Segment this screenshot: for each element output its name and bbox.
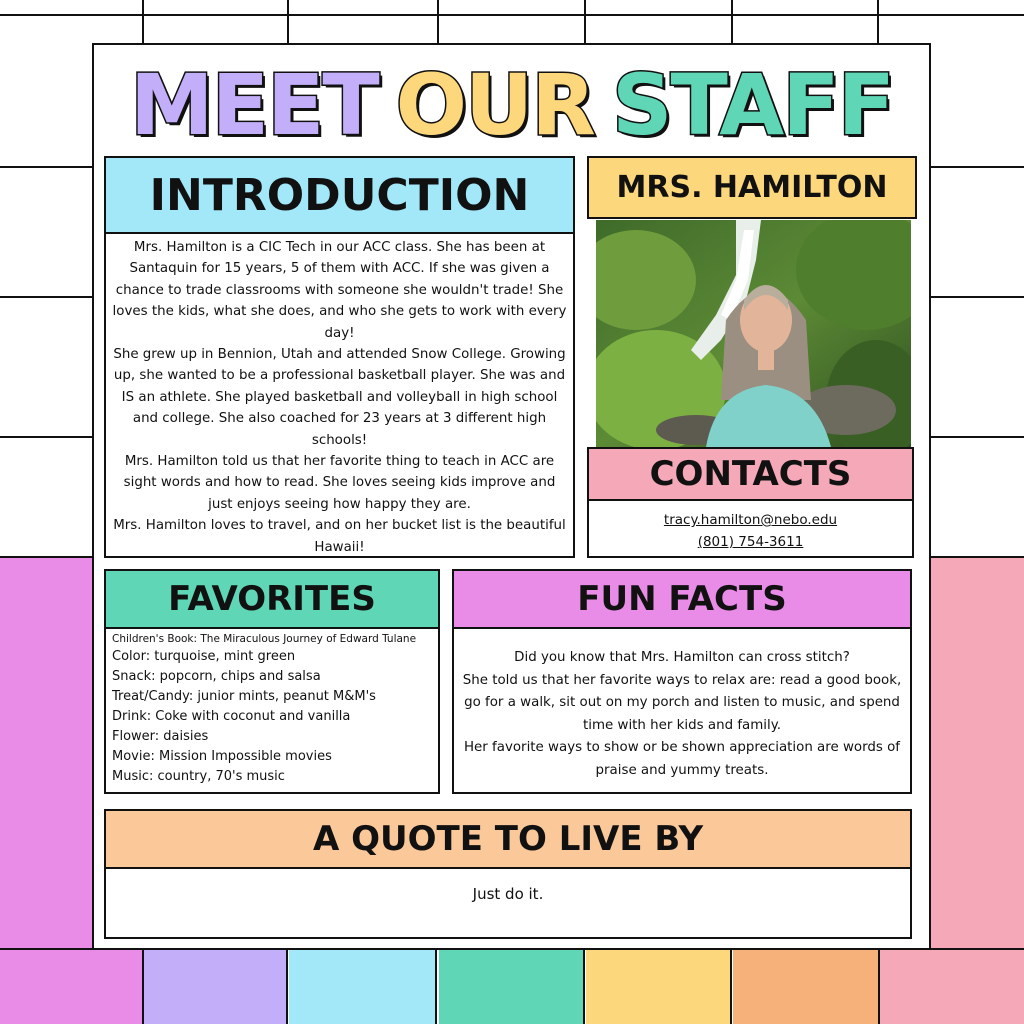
fun-fact-paragraph: She told us that her favorite ways to relax are: read a good book, go for a walk, sit out on my porch and listen to music, and spend time with her kids and family. — [462, 672, 902, 733]
favorite-item: Children's Book: The Miraculous Journey of Edward Tulane — [112, 633, 417, 645]
fun-fact-paragraph: Did you know that Mrs. Hamilton can cross stitch? — [514, 650, 850, 665]
favorites-heading: FAVORITES — [106, 571, 438, 629]
quote-section — [104, 809, 912, 939]
staff-photo — [596, 220, 911, 447]
intro-paragraph: Mrs. Hamilton told us that her favorite thing to teach in ACC are sight words and how to read. She loves seeing kids improve and just enjoys seeing how happy they are. — [123, 454, 556, 512]
favorite-item: Movie: Mission Impossible movies — [112, 749, 332, 764]
phone-link[interactable]: (801) 754-3611 — [697, 534, 804, 550]
staff-name-text: MRS. HAMILTON — [616, 170, 888, 205]
title-word-meet: MEET — [129, 56, 378, 154]
quote-heading: A QUOTE TO LIVE BY — [106, 811, 910, 869]
favorite-item: Drink: Coke with coconut and vanilla — [112, 709, 351, 724]
favorite-item: Treat/Candy: junior mints, peanut M&M's — [112, 689, 376, 704]
fun-facts-heading: FUN FACTS — [454, 571, 910, 629]
fun-facts-section — [452, 569, 912, 794]
favorite-item: Color: turquoise, mint green — [112, 649, 296, 664]
introduction-section — [104, 156, 575, 558]
fun-fact-paragraph: Her favorite ways to show or be shown appreciation are words of praise and yummy treats. — [463, 740, 901, 778]
staff-name-label — [587, 156, 917, 219]
title-word-staff: STAFF — [611, 56, 893, 154]
favorite-item: Music: country, 70's music — [112, 769, 285, 784]
favorite-item: Snack: popcorn, chips and salsa — [112, 669, 321, 684]
email-link[interactable]: tracy.hamilton@nebo.edu — [663, 512, 838, 528]
intro-paragraph: Mrs. Hamilton loves to travel, and on her bucket list is the beautiful Hawaii! — [113, 518, 566, 555]
introduction-heading: INTRODUCTION — [106, 158, 573, 234]
contacts-heading: CONTACTS — [589, 449, 912, 501]
contacts-section — [587, 447, 914, 558]
intro-paragraph: Mrs. Hamilton is a CIC Tech in our ACC class. She has been at Santaquin for 15 years, 5 of them with ACC. If she was given a chance to trade classrooms with someone she wouldn't trade! She loves the kids, what she does, and who she gets to work with every day! — [112, 240, 567, 341]
introduction-text — [106, 234, 573, 561]
favorites-section — [104, 569, 440, 794]
favorite-item: Flower: daisies — [112, 729, 209, 744]
quote-text: Just do it. — [472, 885, 544, 903]
page-title — [94, 55, 929, 155]
staff-sheet — [92, 43, 931, 950]
title-word-our: OUR — [395, 56, 594, 154]
intro-paragraph: She grew up in Bennion, Utah and attended Snow College. Growing up, she wanted to be a professional basketball player. She was and IS an athlete. She played basketball and volleyball in high school and college. She also coached for 23 years at 3 different high schools! — [113, 347, 566, 448]
